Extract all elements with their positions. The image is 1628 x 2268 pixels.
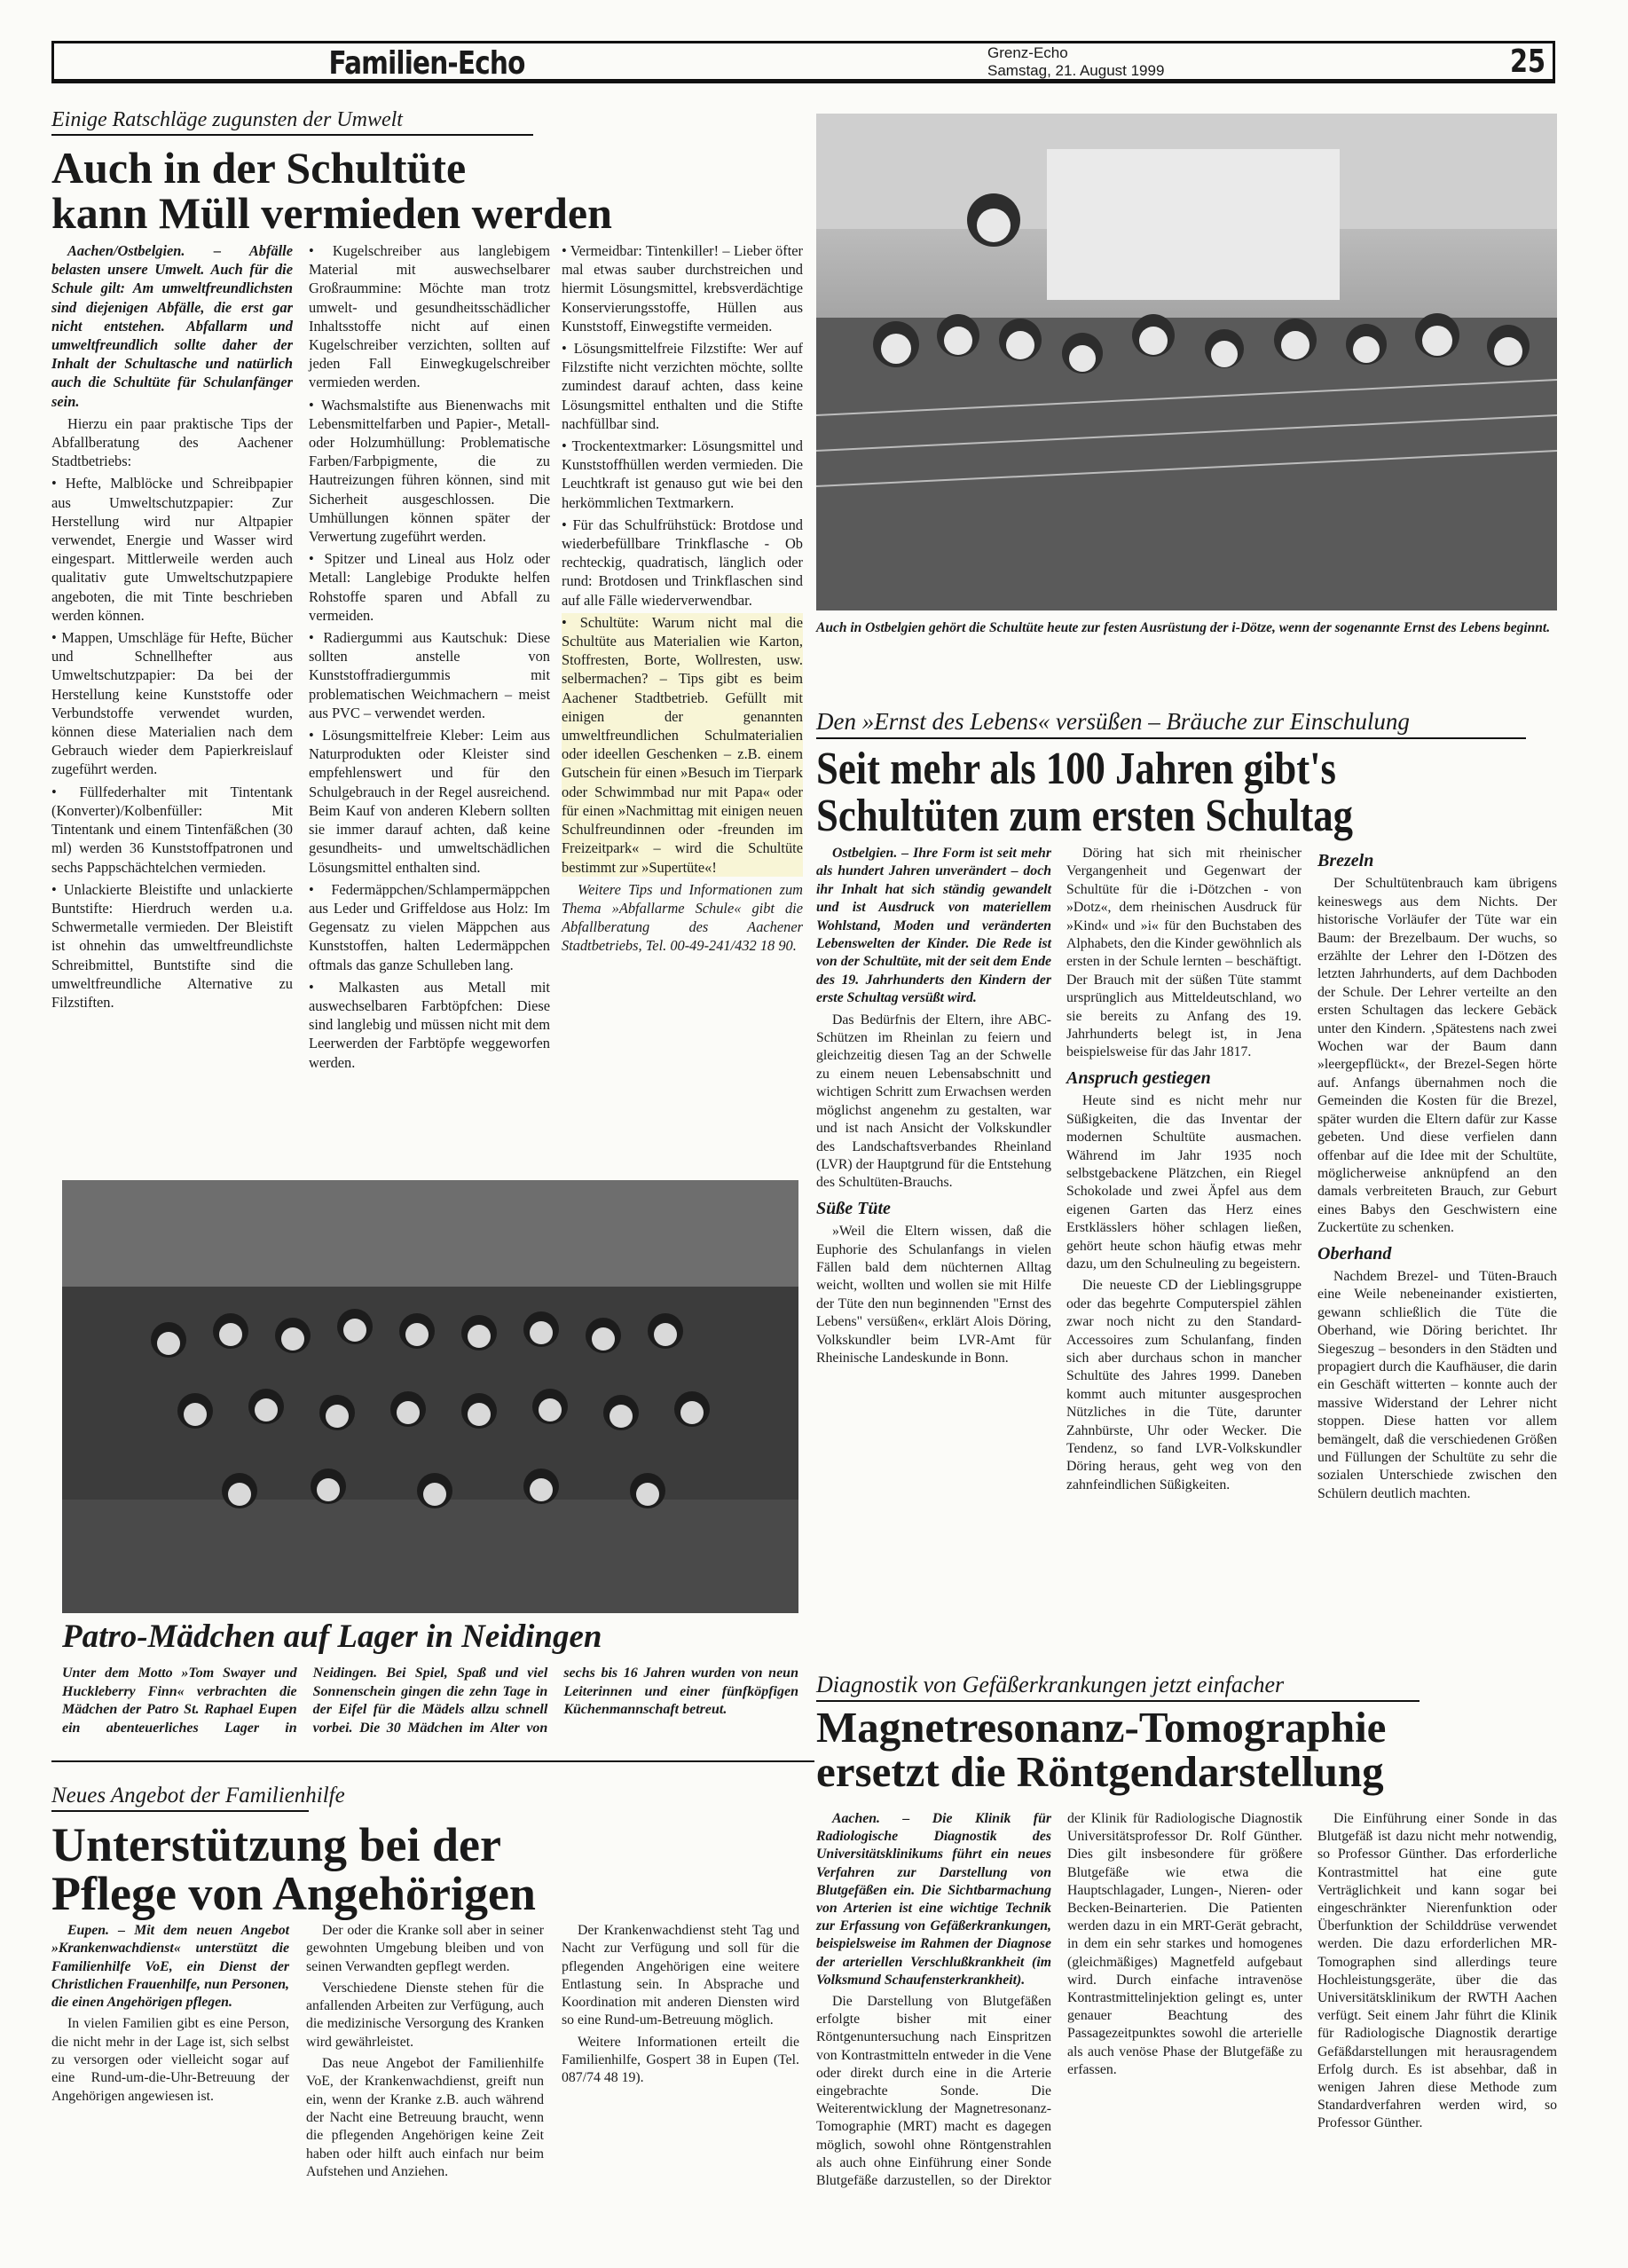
photo-top-caption: Auch in Ostbelgien gehört die Schultüte heute zur festen Ausrüstung der i-Dötze, wenn der sogenannte Ernst des Lebens beginnt.: [816, 620, 1551, 635]
article1-column3: [562, 241, 803, 1146]
article1-kicker: Einige Ratschläge zugunsten der Umwelt: [51, 108, 533, 136]
article5-headline: [816, 1705, 1386, 1794]
article4-paragraph: Der oder die Kranke soll aber in seiner gewohnten Umgebung bleiben und von seinen Verwandten gepflegt werden.: [306, 1923, 544, 1974]
article2-headline-line1: Seit mehr als 100 Jahren gibt's: [816, 744, 1336, 794]
article4-column2: [306, 1922, 544, 2215]
photo-patro-girls: [62, 1180, 798, 1613]
article2-headline: [816, 744, 1353, 842]
article2-paragraph: Der Schultütenbrauch kam übrigens keineswegs aus dem Nichts. Der historische Vorläufer der Tüte war ein Baum: der Brezelbaum. Der wuchs, so erzählte der Lehrer den I-Dötzen des letzten Jahrhunderts, auf dem Dachboden der Schule. Der Lehrer verteilte an den ersten Schultagen das leckere Gebäck unter den Kindern. ‚Spätestens nach zwei Wochen war der Baum dann »leergepflückt«, der Brezel-Segen hörte auf. Anfangs übernahmen noch die Gemeinden die Kosten für die Brezel, später wurden die Eltern dafür zur Kasse gebeten. Und diese verfielen dann offenbar auf die Idee mit der Schultüte, möglicherweise anknüpfend an den damals verbreiteten Brauch, zur Geburt eines Babys den Geschwistern eine Zuckertüte zu schenken.: [1317, 876, 1557, 1236]
article1-closing: Weitere Tips und Informationen zum Thema »Abfallarme Schule« gibt die Abfallberatung des Aachener Stadtbetriebs, Tel. 00-49-241/432 18 90.: [562, 880, 803, 955]
article4-paragraph: Verschiedene Dienste stehen für die anfallenden Arbeiten zur Verfügung, auch die medizinische Versorgung des Kranken wird gewährleistet.: [306, 1980, 544, 2050]
article4-paragraph: In vielen Familien gibt es eine Person, die nicht mehr in der Lage ist, sich selbst zu versorgen oder vielleicht sogar auf eine Rund-um-die-Uhr-Betreuung der Angehörigen angewiesen ist.: [51, 2016, 289, 2104]
article2-paragraph: Das Bedürfnis der Eltern, ihre ABC-Schützen im Rheinlan zu feiern und gleichzeitig diesen Tag an der Schwelle zu einem neuen Lebensabschnitt und wichtigen Schritt zum Erwachsen werden möglichst angenehm zu gestalten, war und ist nach Ansicht der Volkskundler des Landschaftsverbandes Rheinland (LVR) der Hauptgrund für die Entstehung des Schultüten-Brauchs.: [816, 1012, 1051, 1191]
article1-tip: • Mappen, Umschläge für Hefte, Bücher und Schnellhefter aus Umweltschutzpapier: Da bei der Herstellung keine Kunststoffe oder Verbundstoffe verwendet wurden, können diese Materialien nach dem Gebrauch wieder dem Papierkreislauf zugeführt werden.: [51, 629, 293, 778]
article3-headline: Patro-Mädchen auf Lager in Neidingen: [62, 1618, 602, 1655]
article2-column2: [1066, 845, 1302, 1492]
article1-headline: [51, 143, 612, 238]
article3-text: Unter dem Motto »Tom Swayer und Huckleberry Finn« verbrachten die Mädchen der Patro St. Raphael Eupen ein abenteuerliches Lager in Neidingen. Bei Spiel, Spaß und viel Sonnenschein gingen die zehn Tage in der Eifel für die Mädels allzu schnell vorbei. Die 30 Mädchen im Alter von sechs bis 16 Jahren wurden von neun Leiterinnen und einer fünfköpfigen Küchenmannschaft betreut.: [62, 1666, 798, 1736]
section-title: Familien-Echo: [328, 45, 525, 82]
article1-lead: Aachen/Ostbelgien. – Abfälle belasten unsere Umwelt. Auch für die Schule gilt: Am umweltfreundlichsten sind diejenigen Abfälle, die erst gar nicht entstehen. Abfallarm und umweltfreundlich sollte daher der Inhalt der Schultasche und natürlich auch die Schultüte für Schulanfänger sein.: [51, 242, 293, 410]
divider-rule: [51, 1760, 814, 1762]
article5-headline-line1: Magnetresonanz-Tomographie: [816, 1703, 1387, 1752]
article1-tip: • Lösungsmittelfreie Kleber: Leim aus Naturprodukten oder Kleister sind empfehlenswert und für den Schulgebrauch in der Regel ausreichend. Beim Kauf von anderen Klebern sollten sie immer darauf achten, daß keine gesundheits- und umweltschädlichen Lösungsmittel enthalten sind.: [309, 727, 550, 876]
article1-tip: • Malkasten aus Metall mit auswechselbaren Farbtöpfchen: Diese sind langlebig und müssen nicht mit dem Leerwerden der Farbtöpfe weggeworfen werden.: [309, 978, 550, 1071]
article4-column3: [562, 1922, 799, 2215]
article1-tip: • Lösungsmittelfreie Filzstifte: Wer auf Filzstifte nicht verzichten möchte, sollte zumindest darauf achten, dass keine Lösungsmittel enthalten und die Stifte nachfüllbar sind.: [562, 340, 803, 432]
article5-headline-line2: ersetzt die Röntgendarstellung: [816, 1746, 1384, 1796]
article4-kicker: Neues Angebot der Familienhilfe: [51, 1784, 309, 1812]
article1-highlight-tip: • Schultüte: Warum nicht mal die Schultüte aus Materialien wie Karton, Stoffresten, Borte, Wollresten, usw. selbermachen? – Tips gibt es beim Aachener Stadtbetrieb. Gefüllt mit einigen der genannten umweltfreundlichen Schulmaterialien oder ideellen Geschenken – z.B. einem Gutschein für einen »Besuch im Tierpark oder Schwimmbad nur mit Papa« oder für einen »Nachmittag mit einigen neuen Schulfreundinnen oder -freunden im Freizeitpark« – wird die Schultüte bestimmt zur »Supertüte«!: [562, 613, 803, 876]
article4-paragraph: Das neue Angebot der Familienhilfe VoE, der Krankenwachdienst, greift nun ein, wenn der Kranke z.B. auch während der Nacht eine Betreuung braucht, wenn die pflegenden Angehörigen keine Zeit haben oder hilft auch einfach nur beim Aufstehen und Anziehen.: [306, 2056, 544, 2179]
article2-paragraph: »Weil die Eltern wissen, daß die Euphorie des Schulanfangs in vielen Fällen bald dem nüchternen Alltag weicht, wollten und wollen sie mit Hilfe der Tüte den nun beginnenden "Ernst des Lebens" versüßen«, erklärt Alois Döring, Volkskundler beim LVR-Amt für Rheinische Landeskunde in Bonn.: [816, 1224, 1051, 1366]
article4-paragraph: Weitere Informationen erteilt die Familienhilfe, Gospert 38 in Eupen (Tel. 087/74 48 19).: [562, 2034, 799, 2086]
article1-headline-line1: Auch in der Schultüte: [51, 143, 467, 193]
article1-tip: • Spitzer und Lineal aus Holz oder Metall: Langlebige Produkte helfen Rohstoffe sparen und Abfall zu vermeiden.: [309, 550, 550, 624]
article2-subhead: Süße Tüte: [816, 1198, 891, 1218]
article4-headline: [51, 1818, 536, 1921]
masthead: [51, 41, 1555, 83]
photo-image: [62, 1180, 798, 1613]
article2-kicker: Den »Ernst des Lebens« versüßen – Bräuche zur Einschulung: [816, 708, 1526, 739]
article1-tip: • Federmäppchen/Schlampermäppchen aus Leder und Griffeldose aus Holz: Im Gegensatz zu vielen Mäppchen aus Kunststoffen, halten Ledermäppchen oftmals das ganze Schulleben lang.: [309, 880, 550, 973]
article1-tip: • Kugelschreiber aus langlebigem Material mit auswechselbarer Großraummine: Möchte man trotz umwelt- und gesundheitsschädlicher Inhaltsstoffe nicht auf einen Kugelschreiber verzichten, sollten auf jeden Fall Einwegkugelschreiber vermieden werden.: [309, 242, 550, 391]
article1-intro: Hierzu ein paar praktische Tips der Abfallberatung des Aachener Stadtbetriebs:: [51, 414, 293, 470]
article2-paragraph: Nachdem Brezel- und Tüten-Brauch eine Weile nebeneinander existierten, gewann schließlich die Tüte die Oberhand, wie Döring berichtet. Ihr Siegeszug – besonders in den Städten und propagiert durch die Kaufhäuser, die darin ein Geschäft witterten – konnte auch der massive Widerstand der Lehrer nicht stoppen. Diese hatten vor allem bemängelt, daß die verschiedenen Größen und Füllungen der Schultüte zu sehr die sozialen Unterschiede zwischen den Schülern deutlich machten.: [1317, 1268, 1557, 1501]
article1-tip: • Trockentextmarker: Lösungsmittel und Kunststoffhüllen werden vermieden. Die Leuchtkraft ist genauso gut wie bei den herkömmlichen Textmarkern.: [562, 437, 803, 511]
issue-date: Samstag, 21. August 1999: [987, 62, 1165, 79]
paper-info: [987, 44, 1164, 80]
article1-tip: • Füllfederhalter mit Tintentank (Konverter)/Kolbenfüller: Mit Tintentank und einem Tintenfäßchen (30 ml) werden 36 Kunststoffpatronen und sechs Pappschächtelchen vermieden.: [51, 783, 293, 876]
article5-paragraph: Die Darstellung von Blutgefäßen erfolgte bisher mit einer Röntgenuntersuchung nach Einspritzen von Kontrastmitteln entweder in die Vene oder direkt durch eine in die Arterie eingebrachte Sonde. Die Weiterentwicklung der Magnetresonanz-Tomographie (MRT) macht es dagegen möglich, sowohl ohne Röntgenstrahlen als auch ohne Einführung einer Sonde Blutgefäße darzustellen, so der Direktor der Klinik für Radiologische Diagnostik Universitätsprofessor Dr. Rolf Günther. Dies gilt insbesondere für größere Blutgefäße wie etwa die Hauptschlagader, Lungen-, Nieren- oder Becken-Beinarterien. Die Patienten werden dazu in ein MRT-Gerät gebracht, in dem ein sehr starkes und homogenes (gleichmäßiges) Magnetfeld aufgebaut wird. Durch einfache intravenöse Kontrastmittelinjektion gelingt es, unter genauer Beachtung des Passagezeitpunktes sowohl die arterielle als auch venöse Phase der Blutgefäße zu erfassen.: [816, 1811, 1302, 2189]
article5-kicker: Diagnostik von Gefäßerkrankungen jetzt einfacher: [816, 1672, 1420, 1702]
article1-tip: • Unlackierte Bleistifte und unlackierte Buntstifte: Hierdruch werden u.a. Schwermetalle vermieden. Der Bleistift ist ohnehin das umweltfreundlichste Schreibmittel, Buntstifte sind die umweltfreundliche Alternative zu Filzstiften.: [51, 880, 293, 1011]
paper-name: Grenz-Echo: [987, 44, 1068, 61]
article5-column3: [1317, 1810, 1557, 2201]
article2-headline-line2: Schultüten zum ersten Schultag: [816, 791, 1353, 842]
article2-lead: Ostbelgien. – Ihre Form ist seit mehr als hundert Jahren unverändert – doch ihr Inhalt hat sich ständig gewandelt und ist Ausdruck von materiellem Wohlstand, Moden und veränderten Lebenswelten der Kinder. Die Rede ist von der Schultüte, mit der seit dem Ende des 19. Jahrhunderts den Kindern der erste Schultag versüßt wird.: [816, 846, 1051, 1006]
page-number: 25: [1509, 43, 1545, 80]
article1-column1: [51, 241, 293, 1146]
article4-headline-line2: Pflege von Angehörigen: [51, 1867, 536, 1921]
article2-paragraph: Die neueste CD der Lieblingsgruppe oder das begehrte Computerspiel zählen zwar noch nicht zu den Standard-Accessoires zum Schulanfang, finden sich aber durchaus schon in mancher Schultüte des Jahres 1999. Daneben kommt auch mitunter ausgesprochen Nützliches in die Tüte, darunter Zahnbürste, Uhr oder Wecker. Die Tendenz, so fand LVR-Volkskundler Döring heraus, geht weg von den zahnfeindlichen Süßigkeiten.: [1066, 1278, 1302, 1492]
photo-image: [816, 114, 1557, 610]
article2-paragraph: Heute sind es nicht mehr nur Süßigkeiten, die das Inventar der modernen Schultüte ausmachen. Während im Jahr 1935 noch selbstgebackene Plätzchen, ein Riegel Schokolade und zwei Äpfel aus dem eigenen Garten das Herz eines Erstklässlers höher schlagen ließen, gehört heute schon häufig etwas mehr dazu, um den Schulneuling zu begeistern.: [1066, 1093, 1302, 1272]
article4-headline-line1: Unterstützung bei der: [51, 1818, 501, 1871]
article2-column1: [816, 845, 1051, 1411]
article1-tip: • Radiergummi aus Kautschuk: Diese sollten anstelle von Kunststoffradiergummis mit problematischen Weichmachern – meist aus PVC – verwendet werden.: [309, 629, 550, 721]
article1-tip: • Vermeidbar: Tintenkiller! – Lieber öfter mal etwas sauber durchstreichen und hiermit Lösungsmittel, krebsverdächtige Konservierungsstoffe, Hüllen aus Kunststoff, Einwegstifte vermeiden.: [562, 242, 803, 335]
article1-tip: • Wachsmalstifte aus Bienenwachs mit Lebensmittelfarben und Papier-, Metall- oder Holzumhüllung: Problematische Farben/Farbpigmente, die zu Hautreizungen führen können, sind mit Sicherheit ausgeschlossen. Die Umhüllungen können später der Verwertung zugeführt werden.: [309, 396, 550, 546]
article5-column1: [816, 1810, 1302, 2201]
article1-tip: • Für das Schulfrühstück: Brotdose und wiederbefüllbare Trinkflasche - Ob rechteckig, quadratisch, länglich oder rund: Brotdosen und Trinkflaschen sind auf alle Fälle wiederverwendbar.: [562, 516, 803, 609]
article5-paragraph: Die Einführung einer Sonde in das Blutgefäß ist dazu nicht mehr notwendig, so Professor Günther. Das erforderliche Kontrastmittel hat eine gute Verträglichkeit und kann sogar bei eingeschränkter Nierenfunktion oder Überfunktion der Schilddrüse verwendet werden. Die dazu erforderlichen MR-Tomographen sind allerdings teure Hochleistungsgeräte, über die das Universitätsklinikum der RWTH Aachen verfügt. Seit einem Jahr führt die Klinik für Radiologische Diagnostik derartige Gefäßdarstellungen mit herausragendem Erfolg durch. Es ist absehbar, daß in wenigen Jahren diese Methode zum Standardverfahren werden wird, so Professor Günther.: [1317, 1811, 1557, 2131]
article2-subhead: Brezeln: [1317, 851, 1374, 870]
article4-column1: [51, 1922, 289, 2215]
article1-headline-line2: kann Müll vermieden werden: [51, 188, 612, 238]
article2-paragraph: Döring hat sich mit rheinischer Vergangenheit und Gegenwart der Schultüte für die i-Dötzchen - von »Dotz«, dem rheinischen Ausdruck für »Kind« und »i« für den Buchstaben des Alphabets, den die Kinder gewöhnlich als ersten in der Schule lernten – beschäftigt. Der Brauch mit der süßen Tüte stammt ursprünglich aus Mitteldeutschland, wo sie bereits zu Anfang des 19. Jahrhunderts belegt ist, in Jena beispielsweise für das Jahr 1817.: [1066, 846, 1302, 1060]
article4-paragraph: Der Krankenwachdienst steht Tag und Nacht zur Verfügung und soll für die pflegenden Angehörigen eine weitere Entlastung sein. In Absprache und Koordination mit anderen Diensten wird so eine Rund-um-Betreuung möglich.: [562, 1923, 799, 2028]
photo-schooltute-children: [816, 114, 1557, 610]
article2-subhead: Anspruch gestiegen: [1066, 1067, 1211, 1088]
article5-lead: Aachen. – Die Klinik für Radiologische Diagnostik des Universitätsklinikums führt ein neues Verfahren zur Darstellung von Blutgefäßen ein. Die Sichtbarmachung von Arterien ist eine wichtige Technik zur Erfassung von Gefäßerkrankungen, beispielsweise im Rahmen der Diagnose der arteriellen Verschlußkrankheit (im Volksmund Schaufensterkrankheit).: [816, 1811, 1051, 1988]
article4-lead: Eupen. – Mit dem neuen Angebot »Krankenwachdienst« unterstützt die Familienhilfe VoE, ein Dienst der Christlichen Frauenhilfe, nun Personen, die einen Angehörigen pflegen.: [51, 1923, 289, 2011]
article2-column3: [1317, 845, 1557, 1501]
article2-subhead: Oberhand: [1317, 1243, 1392, 1264]
article1-tip: • Hefte, Malblöcke und Schreibpapier aus Umweltschutzpapier: Zur Herstellung wird nur Altpapier verwendet, Energie und Wasser wird eingespart. Mittlerweile werden auch qualitativ gute Umweltschutzpapiere angeboten, die mit Tinte beschrieben werden können.: [51, 475, 293, 624]
article1-column2: [309, 241, 550, 1146]
